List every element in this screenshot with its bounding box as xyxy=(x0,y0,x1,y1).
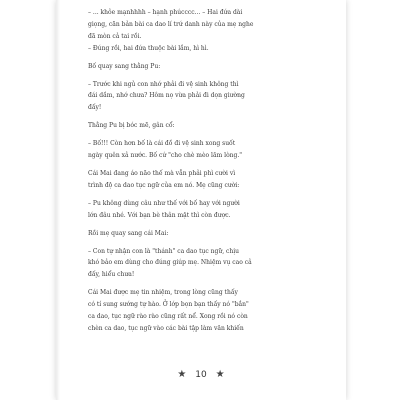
text-line: chèn ca dao, tục ngữ vào các bài tập làm văn khiến xyxy=(88,325,244,332)
page-footer xyxy=(56,369,346,380)
text-line: – Đúng rồi, hai đứa thuộc bài lắm, hì hì. xyxy=(88,45,209,52)
star-right-icon: ★ xyxy=(215,369,225,380)
text-line: – Bố!!! Còn hơn bố là cái đồ đi vệ sinh xong suốt xyxy=(88,140,236,147)
text-line: đấy, hiểu chưa! xyxy=(88,271,135,278)
text-line: trình độ ca dao tục ngữ của em nó. Mẹ cũng cười: xyxy=(88,182,240,189)
text-line: – Pu không dùng câu như thế với bố hay với người xyxy=(88,200,240,207)
text-line: Thằng Pu bị bóc mẽ, gân cổ: xyxy=(88,122,175,129)
text-line: giọng, cãn bản bài ca dao lí trứ danh này của mẹ nghe xyxy=(88,21,254,28)
text-line: ngày quên xả nước. Bố cứ "cho chè mèo lăm lòng." xyxy=(88,152,243,159)
text-line: khó bảo em dùng cho đúng giúp mẹ. Nhiệm vụ cao cả xyxy=(88,259,252,266)
text-line: lớn đâu nhé. Với bạn bè thân mật thì còn được. xyxy=(88,212,231,219)
page-number: 10 xyxy=(195,369,207,380)
text-line: có tí sung sướng tự hào. Ở lớp bọn bạn thấy nó "bắn" xyxy=(88,301,249,308)
text-line: Cái Mai được mẹ tin nhiệm, trong lòng cũng thấy xyxy=(88,289,238,296)
text-line: – Con tự nhận con là "thánh" ca dao tục ngữ, chịu xyxy=(88,248,240,255)
text-line: – ... khỏe mạnhhhh – hạnh phúcccc... – Hai đứa dài xyxy=(88,9,243,16)
text-line: Bố quay sang thằng Pu: xyxy=(88,63,161,70)
book-page xyxy=(56,0,346,400)
text-line: – Trước khi ngủ con nhớ phải đi vệ sinh không thì xyxy=(88,81,239,88)
text-line: đái dầm, nhớ chưa? Hôm nọ vừa phải đi dọn giường xyxy=(88,92,245,99)
text-line: Cái Mai đang áo não thế mà vẫn phải phì cười vì xyxy=(88,170,236,177)
text-line: đã mòn cả tai rồi. xyxy=(88,33,142,40)
star-left-icon: ★ xyxy=(177,369,187,380)
text-line: ca dao, tục ngữ rào rào cũng rất nể. Xong rồi nó còn xyxy=(88,313,248,320)
text-line: Rồi mẹ quay sang cái Mai: xyxy=(88,230,169,237)
text-line: đấy! xyxy=(88,104,102,111)
